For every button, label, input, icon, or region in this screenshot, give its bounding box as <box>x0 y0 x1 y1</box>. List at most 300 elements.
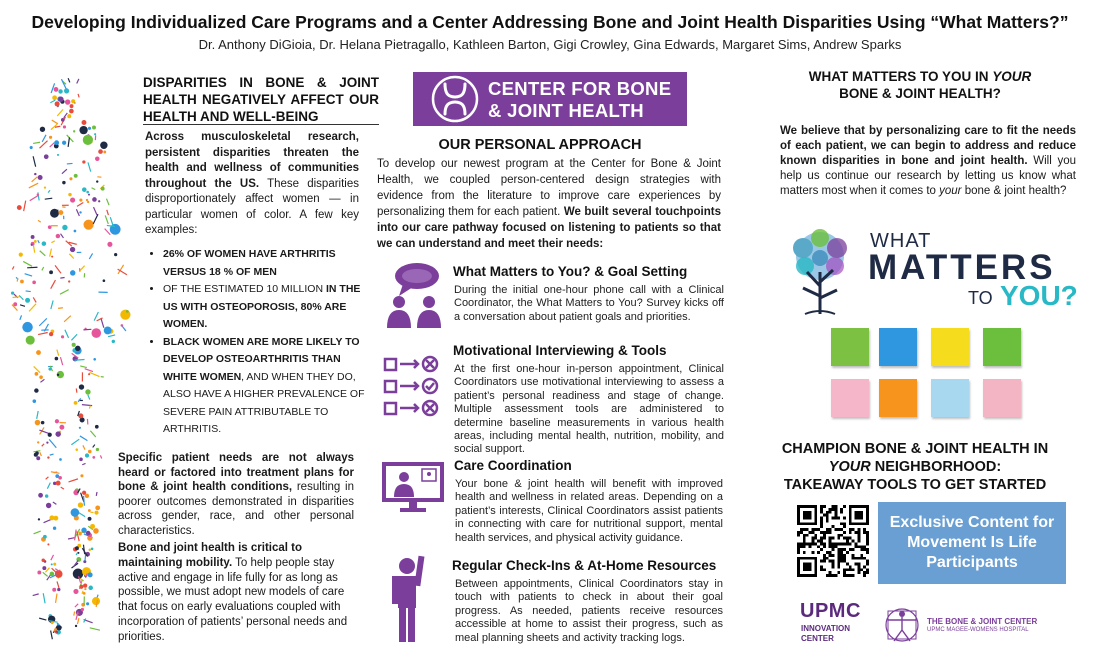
figure-dot <box>55 101 60 106</box>
qr-module <box>803 528 806 531</box>
figure-stroke <box>96 492 97 496</box>
figure-stroke <box>50 143 55 147</box>
qr-module <box>857 565 860 568</box>
qr-module <box>823 514 826 517</box>
qr-module <box>843 568 846 571</box>
figure-dot <box>70 104 74 108</box>
qr-module <box>863 565 866 568</box>
figure-dot <box>35 372 39 376</box>
qr-module <box>840 548 843 551</box>
figure-dot <box>39 375 43 379</box>
figure-dot <box>79 427 81 429</box>
figure-stroke <box>75 604 78 607</box>
qr-module <box>840 554 843 557</box>
qr-module <box>852 528 855 531</box>
qr-module <box>829 571 832 574</box>
qr-module <box>834 517 837 520</box>
figure-stroke <box>90 372 100 376</box>
figure-stroke <box>85 369 93 372</box>
figure-stroke <box>77 618 78 624</box>
section-body: At the first one-hour in-person appointment, Clinical Coordinators use motivational interviewing to assess a patient’s personal readiness and stage of change. Multiple assessment tools are administered to determine baseline measurements in various health areas, including mental health, nutrition, mobility, and social support. <box>454 363 724 456</box>
qr-module <box>852 548 855 551</box>
qr-module <box>820 525 823 528</box>
figure-stroke <box>49 439 56 447</box>
figure-dot <box>94 511 98 515</box>
figure-stroke <box>33 245 34 253</box>
qr-module <box>834 574 837 577</box>
figure-stroke <box>57 109 63 116</box>
qr-module <box>846 537 849 540</box>
qr-module <box>837 560 840 563</box>
sticky-note <box>879 328 917 366</box>
qr-module <box>860 548 863 551</box>
figure-dot <box>103 151 106 154</box>
patient-needs-paragraph <box>118 451 354 539</box>
figure-dot <box>89 549 91 551</box>
qr-module <box>849 528 852 531</box>
qr-module <box>846 540 849 543</box>
qr-module <box>840 551 843 554</box>
poster-title: Developing Individualized Care Programs and a Center Addressing Bone and Joint Health Disparities Using “What Matters?” <box>31 12 1069 32</box>
figure-dot <box>91 328 101 338</box>
figure-stroke <box>71 439 79 445</box>
figure-dot <box>88 509 91 512</box>
figure-dot <box>93 528 99 534</box>
figure-stroke <box>51 280 56 289</box>
qr-module <box>820 511 823 514</box>
figure-dot <box>86 191 89 194</box>
figure-dot <box>87 201 89 203</box>
qr-module <box>834 542 837 545</box>
qr-module <box>803 534 806 537</box>
figure-dot <box>90 524 95 529</box>
figure-stroke <box>23 261 32 266</box>
qr-module <box>857 568 860 571</box>
figure-stroke <box>55 265 61 273</box>
qr-module <box>820 542 823 545</box>
figure-dot <box>101 187 105 191</box>
figure-stroke <box>52 120 58 124</box>
champion-text: NEIGHBORHOOD: <box>870 459 1002 475</box>
figure-dot <box>40 127 45 132</box>
qr-module <box>797 548 800 551</box>
qr-module <box>800 542 803 545</box>
figure-dot <box>62 225 67 230</box>
qr-module <box>832 542 835 545</box>
qr-module <box>829 540 832 543</box>
qr-module <box>820 560 823 563</box>
qr-module <box>820 540 823 543</box>
figure-dot <box>70 270 75 275</box>
figure-stroke <box>27 267 37 268</box>
figure-dot <box>42 558 46 562</box>
qr-module <box>852 540 855 543</box>
sticky-note <box>879 379 917 417</box>
qr-module <box>863 557 866 560</box>
figure-stroke <box>76 388 77 392</box>
qr-module <box>823 560 826 563</box>
qr-module <box>820 519 823 522</box>
figure-stroke <box>47 483 50 489</box>
figure-stroke <box>88 395 90 400</box>
figure-dot <box>88 127 91 130</box>
qr-module <box>826 531 829 534</box>
figure-stroke <box>77 203 83 207</box>
figure-dot <box>98 200 100 202</box>
bullet-text: , AND WHEN THEY DO, ALSO HAVE A HIGHER PREVALENCE OF SEVERE PAIN ATTRIBUTABLE TO ARTHRITIS. <box>163 370 365 435</box>
qr-module <box>832 563 835 566</box>
qr-module <box>855 563 858 566</box>
figure-stroke <box>64 316 71 322</box>
qr-module <box>852 568 855 571</box>
figure-dot <box>83 583 87 587</box>
qr-module <box>826 519 829 522</box>
figure-dot <box>85 494 89 498</box>
logo-what: WHAT <box>870 230 932 252</box>
qr-module <box>857 537 860 540</box>
figure-stroke <box>30 195 39 200</box>
figure-dot <box>55 419 59 423</box>
qr-module <box>803 545 806 548</box>
qr-module <box>811 540 814 543</box>
qr-module <box>866 531 869 534</box>
qr-module <box>820 517 823 520</box>
figure-stroke <box>89 406 90 409</box>
figure-dot <box>103 279 106 282</box>
qr-module <box>826 511 829 514</box>
figure-stroke <box>50 454 54 455</box>
qr-module <box>866 571 869 574</box>
figure-stroke <box>106 199 109 206</box>
qr-module <box>820 531 823 534</box>
invite-emphasis: your <box>939 185 962 197</box>
approach-heading: OUR PERSONAL APPROACH <box>438 137 642 153</box>
qr-module <box>837 571 840 574</box>
figure-dot <box>114 253 117 256</box>
figure-dot <box>26 336 35 345</box>
figure-dot <box>49 136 52 139</box>
qr-module <box>834 511 837 514</box>
figure-dot <box>104 326 112 334</box>
qr-module <box>814 537 817 540</box>
bone-joint-center-logo: THE BONE & JOINT CENTER <box>927 617 1038 626</box>
figure-stroke <box>37 411 39 419</box>
intro-bold: Across musculoskeletal research, persistent disparities threaten the health and wellness of communities throughout the US. <box>145 131 359 190</box>
figure-stroke <box>32 177 38 182</box>
qr-module <box>832 517 835 520</box>
figure-dot <box>126 310 129 313</box>
tree-logo-icon <box>775 226 865 316</box>
qr-module <box>803 563 812 572</box>
qr-module <box>823 568 826 571</box>
figure-dot <box>46 503 51 508</box>
figure-stroke <box>55 126 60 127</box>
figure-stroke <box>83 329 91 330</box>
sticky-note <box>983 379 1021 417</box>
logo-matters: MATTERS <box>868 248 1056 287</box>
champion-line: CHAMPION BONE & JOINT HEALTH IN <box>781 441 1049 457</box>
figure-dot <box>50 572 55 577</box>
qr-module <box>826 528 829 531</box>
section-title: What Matters to You? & Goal Setting <box>453 264 688 279</box>
figure-stroke <box>40 452 42 456</box>
figure-dot <box>30 146 33 149</box>
figure-dot <box>69 177 72 180</box>
qr-module <box>826 517 829 520</box>
qr-module <box>803 540 806 543</box>
figure-stroke <box>75 360 85 361</box>
figure-stroke <box>77 79 79 84</box>
figure-dot <box>46 441 48 443</box>
qr-module <box>840 534 843 537</box>
figure-stroke <box>108 335 115 337</box>
qr-module <box>829 531 832 534</box>
qr-module <box>837 551 840 554</box>
figure-stroke <box>24 201 26 211</box>
figure-stroke <box>122 326 126 331</box>
qr-module <box>832 508 835 511</box>
figure-dot <box>73 569 84 580</box>
figure-dot <box>31 235 35 239</box>
figure-dot <box>38 493 43 498</box>
qr-module <box>857 545 860 548</box>
qr-module <box>829 508 832 511</box>
qr-module <box>863 548 866 551</box>
bone-joint-logo-icon <box>430 74 480 124</box>
qr-module <box>814 542 817 545</box>
figure-dot <box>45 494 48 497</box>
qr-module <box>843 542 846 545</box>
figure-dot <box>95 156 100 161</box>
qr-module <box>832 548 835 551</box>
checklist-tools-icon <box>383 355 443 419</box>
qr-module <box>832 574 835 577</box>
qr-module <box>849 548 852 551</box>
qr-module <box>843 560 846 563</box>
mobility-bold: Bone and joint health is critical to maintaining mobility. <box>118 542 303 569</box>
qr-module <box>855 542 858 545</box>
figure-dot <box>52 588 56 592</box>
qr-module <box>863 528 866 531</box>
qr-module <box>800 531 803 534</box>
qr-module <box>866 534 869 537</box>
qr-module <box>849 531 852 534</box>
sticky-note <box>831 379 869 417</box>
figure-dot <box>84 588 86 590</box>
figure-dot <box>54 140 59 145</box>
figure-stroke <box>82 463 85 464</box>
mobility-rest: To help people stay active and engage in life fully for as long as possible, we must adopt new models of care that focus on early evaluations coupled with incorporation of patients’ personal needs and priorities. <box>118 556 348 643</box>
figure-dot <box>73 130 75 132</box>
section-body: During the initial one-hour phone call with a Clinical Coordinator, the What Matters to You? Survey kicks off a conversation about patient goals and priorities. <box>454 284 724 323</box>
figure-stroke <box>65 330 69 338</box>
sticky-note <box>931 379 969 417</box>
qr-module <box>811 531 814 534</box>
figure-dot <box>82 187 87 192</box>
qr-module <box>843 557 846 560</box>
figure-stroke <box>29 304 36 312</box>
figure-dot <box>67 114 71 118</box>
qr-module <box>852 574 855 577</box>
qr-module <box>843 574 846 577</box>
qr-module <box>857 534 860 537</box>
figure-stroke <box>45 198 53 199</box>
figure-stroke <box>60 278 64 279</box>
qr-module <box>823 534 826 537</box>
figure-dot <box>75 448 78 451</box>
figure-stroke <box>19 295 23 299</box>
qr-module <box>857 557 860 560</box>
invite-text: bone & joint health? <box>961 185 1067 197</box>
figure-dot <box>83 592 86 595</box>
figure-stroke <box>56 594 57 603</box>
qr-module <box>837 554 840 557</box>
figure-stroke <box>110 217 113 226</box>
sticky-note <box>831 328 869 366</box>
qr-module <box>834 505 837 508</box>
figure-dot <box>49 332 53 336</box>
figure-stroke <box>60 357 62 365</box>
qr-module <box>809 542 812 545</box>
figure-stroke <box>83 445 85 449</box>
figure-dot <box>81 608 84 611</box>
qr-module <box>820 568 823 571</box>
qr-module <box>840 528 843 531</box>
figure-stroke <box>62 169 67 174</box>
figure-stroke <box>48 190 50 192</box>
figure-stroke <box>80 266 85 271</box>
figure-dot <box>86 531 91 536</box>
figure-dot <box>64 88 69 93</box>
qr-module <box>832 537 835 540</box>
figure-stroke <box>101 318 104 328</box>
figure-stroke <box>105 229 111 235</box>
bullet-bold: 26% OF WOMEN HAVE ARTHRITIS VERSUS 18 % OF MEN <box>163 248 336 278</box>
qr-module <box>837 528 840 531</box>
figure-dot <box>48 368 51 371</box>
vitruvian-man-icon <box>884 604 920 646</box>
qr-module <box>803 542 806 545</box>
figure-dot <box>120 310 130 320</box>
figure-dot <box>96 180 98 182</box>
champion-line: TAKEAWAY TOOLS TO GET STARTED <box>783 477 1047 493</box>
qr-module <box>817 551 820 554</box>
qr-module <box>843 537 846 540</box>
figure-stroke <box>71 334 77 340</box>
qr-module <box>826 514 829 517</box>
figure-stroke <box>33 156 36 166</box>
banner-line-1: CENTER FOR BONE <box>488 78 672 99</box>
logo-to: TO <box>968 288 993 308</box>
figure-dot <box>79 199 82 202</box>
figure-dot <box>53 563 56 566</box>
qr-module <box>852 557 855 560</box>
research-invite-paragraph <box>780 124 1076 199</box>
figure-dot <box>55 431 60 436</box>
poster-authors: Dr. Anthony DiGioia, Dr. Helana Pietragallo, Kathleen Barton, Gigi Crowley, Gina Edwards, Margaret Sims, Andrew Sparks <box>198 37 902 52</box>
figure-stroke <box>46 477 49 480</box>
figure-dot <box>95 425 99 429</box>
figure-dot <box>58 210 63 215</box>
figure-stroke <box>39 618 46 620</box>
figure-dot <box>88 373 90 375</box>
qr-module <box>826 574 829 577</box>
figure-stroke <box>107 210 109 215</box>
figure-stroke <box>78 94 79 98</box>
champion-emphasis: YOUR <box>828 459 871 475</box>
qr-module <box>866 542 869 545</box>
qr-module <box>863 574 866 577</box>
qr-module <box>863 531 866 534</box>
qr-module <box>820 565 823 568</box>
qr-module <box>826 557 829 560</box>
figure-dot <box>37 193 39 195</box>
figure-stroke <box>40 251 46 256</box>
approach-intro <box>377 156 721 252</box>
figure-dot <box>92 456 95 459</box>
figure-stroke <box>38 332 48 334</box>
figure-dot <box>71 99 75 103</box>
qr-module <box>803 537 806 540</box>
needs-rest: resulting in poorer outcomes demonstrated in disparities across gender, race, and other personal characteristics. <box>118 481 354 537</box>
list-item <box>163 281 375 334</box>
qr-module <box>803 511 812 520</box>
figure-dot <box>56 625 61 630</box>
figure-dot <box>34 240 37 243</box>
qr-module <box>800 528 803 531</box>
qr-module <box>840 542 843 545</box>
section-body: Your bone & joint health will benefit with improved health and wellness in related areas. Depending on a patient’s interests, Clinical Coordinators assist patients in connecting with care for nutritional support, mental health services, and physical activity guidance. <box>455 478 723 544</box>
invite-bold: We believe that by personalizing care to fit the needs of each patient, we can begin to address and reduce known disparities in bone and joint health. <box>780 125 1076 167</box>
figure-stroke <box>26 291 31 292</box>
figure-dot <box>22 322 33 333</box>
section-title: Care Coordination <box>454 458 572 473</box>
figure-stroke <box>61 234 64 238</box>
qr-code[interactable] <box>797 505 869 577</box>
qr-module <box>834 508 837 511</box>
qr-module <box>817 540 820 543</box>
figure-stroke <box>53 502 56 504</box>
figure-dot <box>34 173 36 175</box>
qr-module <box>823 545 826 548</box>
figure-dot <box>37 570 41 574</box>
sticky-note <box>931 328 969 366</box>
qr-module <box>866 563 869 566</box>
qr-module <box>797 545 800 548</box>
figure-dot <box>93 358 96 361</box>
figure-stroke <box>43 593 45 603</box>
figure-dot <box>75 346 80 351</box>
figure-dot <box>84 220 94 230</box>
figure-dot <box>72 343 76 347</box>
figure-dot <box>92 125 96 129</box>
figure-dot <box>70 197 75 202</box>
figure-stroke <box>93 445 95 448</box>
qr-module <box>814 528 817 531</box>
qr-module <box>866 560 869 563</box>
figure-dot <box>82 120 87 125</box>
qr-module <box>797 534 800 537</box>
figure-stroke <box>61 487 64 489</box>
figure-stroke <box>74 612 75 616</box>
figure-stroke <box>34 531 41 534</box>
qr-module <box>814 534 817 537</box>
figure-dot <box>32 281 36 285</box>
figure-stroke <box>50 249 52 257</box>
figure-dot <box>83 135 93 145</box>
figure-dot <box>51 256 53 258</box>
figure-dot <box>19 253 23 257</box>
